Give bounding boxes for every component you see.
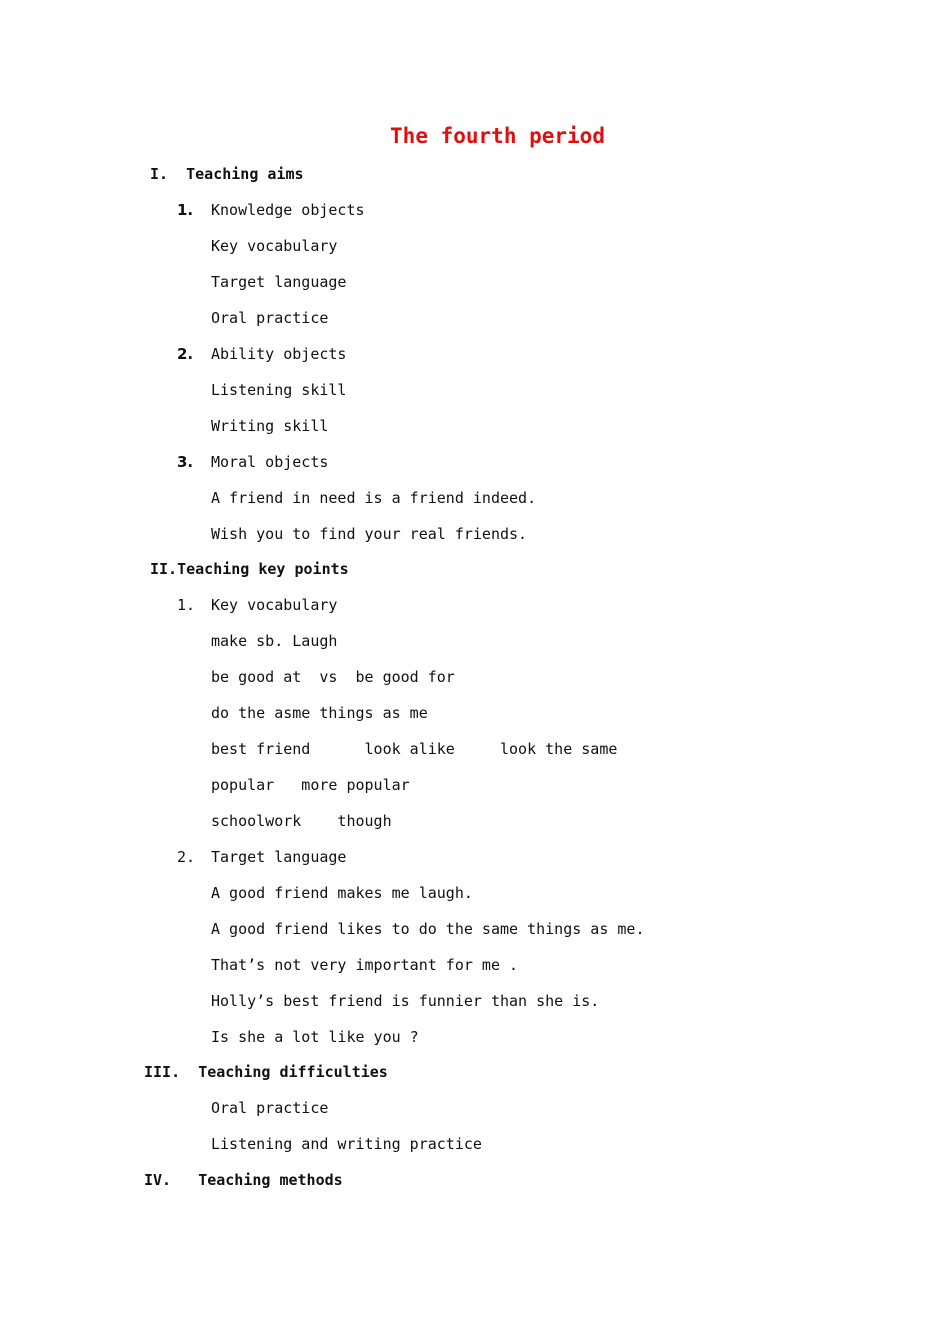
document-title: The fourth period xyxy=(390,124,605,148)
list-item: Target language xyxy=(211,273,347,291)
list-item: Listening skill xyxy=(211,381,347,399)
section-4-heading xyxy=(144,1170,343,1190)
section-3-heading xyxy=(144,1062,388,1082)
section-1-title: Teaching aims xyxy=(186,165,304,183)
list-item: Holly’s best friend is funnier than she is. xyxy=(211,992,600,1010)
list-item: Listening and writing practice xyxy=(211,1135,482,1153)
section-4-numeral: IV. xyxy=(144,1171,172,1189)
list-item: A good friend makes me laugh. xyxy=(211,884,473,902)
list-item: make sb. Laugh xyxy=(211,632,338,650)
list-item: Key vocabulary xyxy=(211,237,338,255)
list-item: Oral practice xyxy=(211,1099,329,1117)
list-item: Is she a lot like you ? xyxy=(211,1028,419,1046)
list-item: That’s not very important for me . xyxy=(211,956,519,974)
list-item: popular more popular xyxy=(211,776,410,794)
s1-item-1-number: 1. xyxy=(177,201,194,219)
s1-item-3-label: Moral objects xyxy=(211,453,329,471)
list-item: do the asme things as me xyxy=(211,704,428,722)
s1-item-2-label: Ability objects xyxy=(211,345,347,363)
list-item: be good at vs be good for xyxy=(211,668,455,686)
s2-item-1-number: 1. xyxy=(177,596,196,614)
section-4-title: Teaching methods xyxy=(198,1171,343,1189)
list-item: Wish you to find your real friends. xyxy=(211,525,528,543)
section-1-heading xyxy=(150,164,304,184)
section-2-numeral: II. xyxy=(150,560,178,578)
section-2-title: Teaching key points xyxy=(177,560,349,578)
list-item: schoolwork though xyxy=(211,812,392,830)
section-3-numeral: III. xyxy=(144,1063,181,1081)
list-item: best friend look alike look the same xyxy=(211,740,618,758)
list-item: A good friend likes to do the same things as me. xyxy=(211,920,645,938)
list-item: Oral practice xyxy=(211,309,329,327)
s1-item-2-number: 2. xyxy=(177,345,194,363)
list-item: Writing skill xyxy=(211,417,329,435)
section-2-heading xyxy=(150,559,349,579)
s2-item-2-label: Target language xyxy=(211,848,347,866)
s2-item-1-label: Key vocabulary xyxy=(211,596,338,614)
s2-item-2-number: 2. xyxy=(177,848,196,866)
section-3-title: Teaching difficulties xyxy=(198,1063,388,1081)
list-item: A friend in need is a friend indeed. xyxy=(211,489,537,507)
s1-item-1-label: Knowledge objects xyxy=(211,201,365,219)
s1-item-3-number: 3. xyxy=(177,453,194,471)
section-1-numeral: I. xyxy=(150,165,169,183)
